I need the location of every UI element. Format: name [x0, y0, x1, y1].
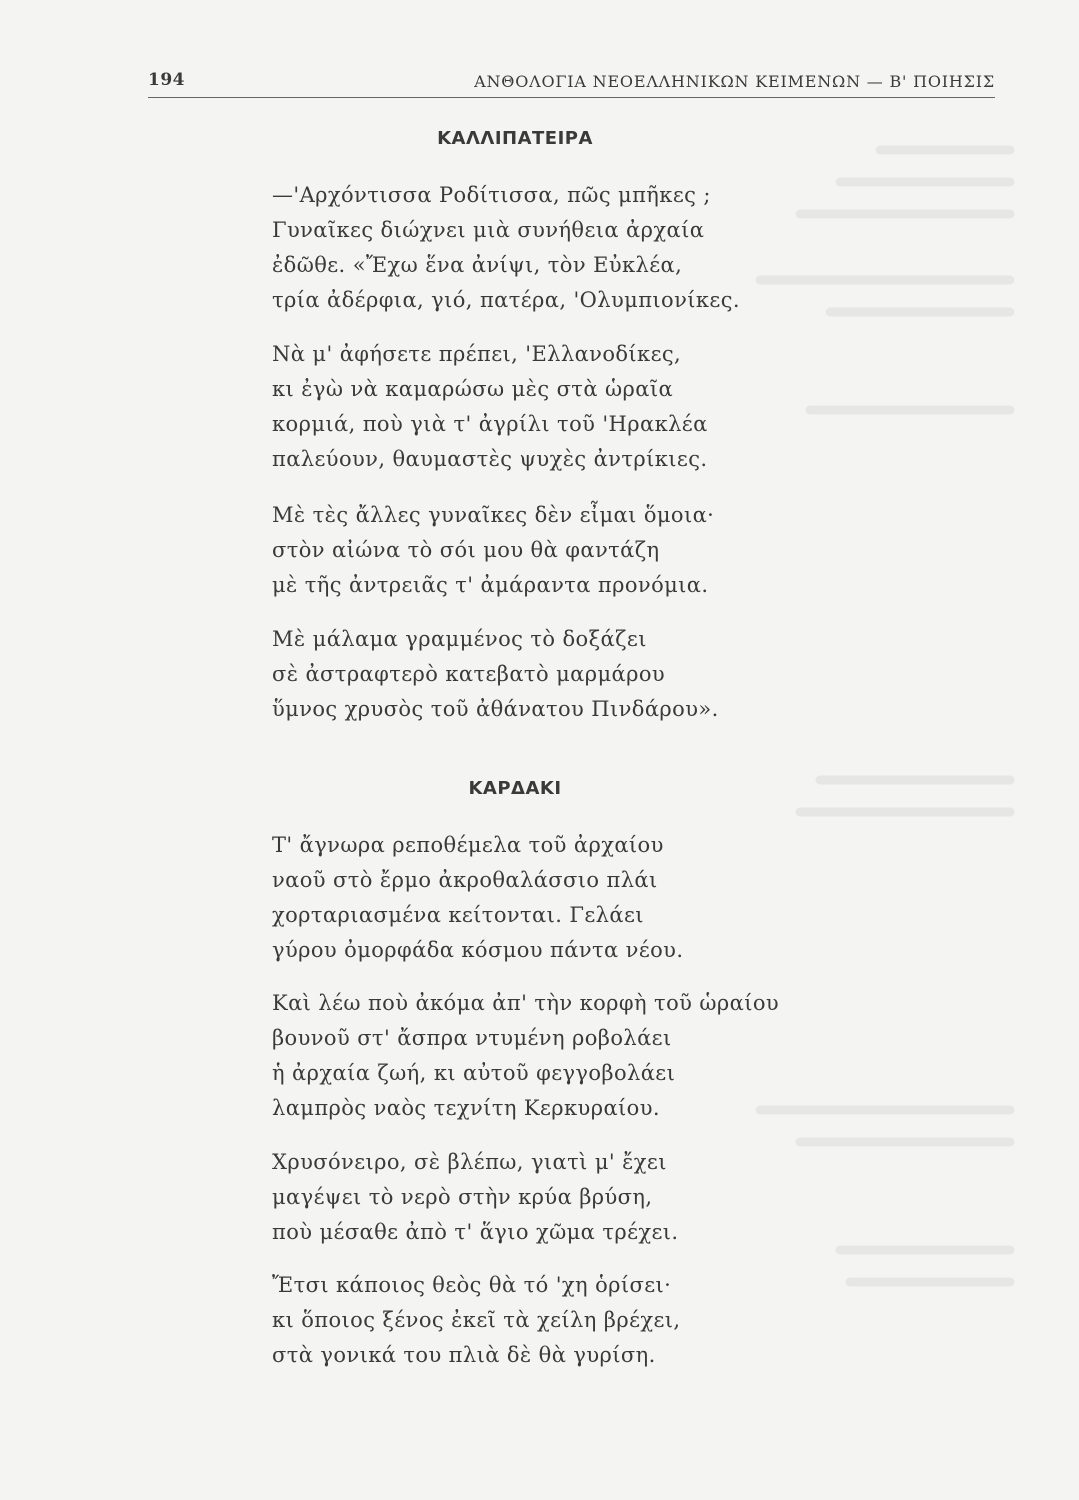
verse-line: Μὲ τὲς ἄλλες γυναῖκες δὲν εἶμαι ὅμοια· — [272, 503, 715, 527]
page-header — [148, 70, 995, 98]
verse-line: παλεύουν, θαυμαστὲς ψυχὲς ἀντρίκιες. — [272, 447, 708, 471]
verse-line: ποὺ μέσαθε ἀπὸ τ' ἅγιο χῶμα τρέχει. — [272, 1220, 679, 1244]
verse-line: Ἔτσι κάποιος θεὸς θὰ τό 'χη ὁρίσει· — [272, 1273, 672, 1297]
verse-line: Χρυσόνειρο, σὲ βλέπω, γιατὶ μ' ἔχει — [272, 1150, 667, 1174]
header-rule — [148, 97, 995, 98]
verse-line: κι ὅποιος ξένος ἐκεῖ τὰ χείλη βρέχει, — [272, 1308, 681, 1332]
verse-line: κι ἐγὼ νὰ καμαρώσω μὲς στὰ ὡραῖα — [272, 377, 674, 401]
verse-line: λαμπρὸς ναὸς τεχνίτη Κερκυραίου. — [272, 1096, 660, 1120]
verse-line: Τ' ἄγνωρα ρεποθέμελα τοῦ ἀρχαίου — [272, 833, 664, 857]
verse-line: ἡ ἀρχαία ζωή, κι αὐτοῦ φεγγοβολάει — [272, 1061, 676, 1085]
verse-line: στὸν αἰώνα τὸ σόι μου θὰ φαντάζη — [272, 538, 660, 562]
verse-line: κορμιά, ποὺ γιὰ τ' ἀγρίλι τοῦ 'Ηρακλέα — [272, 412, 708, 436]
verse-line: Γυναῖκες διώχνει μιὰ συνήθεια ἀρχαία — [272, 218, 705, 242]
verse-line: Νὰ μ' ἀφήσετε πρέπει, 'Ελλανοδίκες, — [272, 342, 682, 366]
verse-line: —'Αρχόντισσα Ροδίτισσα, πῶς μπῆκες ; — [272, 183, 711, 207]
poem-title: ΚΑΡΔΑΚΙ — [468, 778, 562, 799]
verse-line: μαγέψει τὸ νερὸ στὴν κρύα βρύση, — [272, 1185, 653, 1209]
page-number: 194 — [148, 70, 185, 90]
verse-line: βουνοῦ στ' ἄσπρα ντυμένη ροβολάει — [272, 1026, 672, 1050]
verse-line: ὕμνος χρυσὸς τοῦ ἀθάνατου Πινδάρου». — [272, 697, 719, 721]
verse-line: γύρου ὀμορφάδα κόσμου πάντα νέου. — [272, 938, 684, 962]
verse-line: σὲ ἀστραφτερὸ κατεβατὸ μαρμάρου — [272, 662, 666, 686]
verse-line: στὰ γονικά του πλιὰ δὲ θὰ γυρίση. — [272, 1343, 656, 1367]
verse-line: ἐδῶθε. «Ἔχω ἕνα ἀνίψι, τὸν Εὐκλέα, — [272, 253, 683, 277]
verse-line: Καὶ λέω ποὺ ἀκόμα ἀπ' τὴν κορφὴ τοῦ ὡραίου — [272, 991, 780, 1015]
verse-line: μὲ τῆς ἀντρειᾶς τ' ἀμάραντα προνόμια. — [272, 573, 709, 597]
verse-line: Μὲ μάλαμα γραμμένος τὸ δοξάζει — [272, 627, 647, 651]
running-title: ΑΝΘΟΛΟΓΙΑ ΝΕΟΕΛΛΗΝΙΚΩΝ ΚΕΙΜΕΝΩΝ — Β' ΠΟΙΗΣΙΣ — [474, 72, 995, 91]
poem-title: ΚΑΛΛΙΠΑΤΕΙΡΑ — [437, 128, 593, 149]
verse-line: χορταριασμένα κείτονται. Γελάει — [272, 903, 644, 927]
verse-line: τρία ἀδέρφια, γιό, πατέρα, 'Ολυμπιονίκες. — [272, 288, 740, 312]
verse-line: ναοῦ στὸ ἔρμο ἀκροθαλάσσιο πλάι — [272, 868, 658, 892]
